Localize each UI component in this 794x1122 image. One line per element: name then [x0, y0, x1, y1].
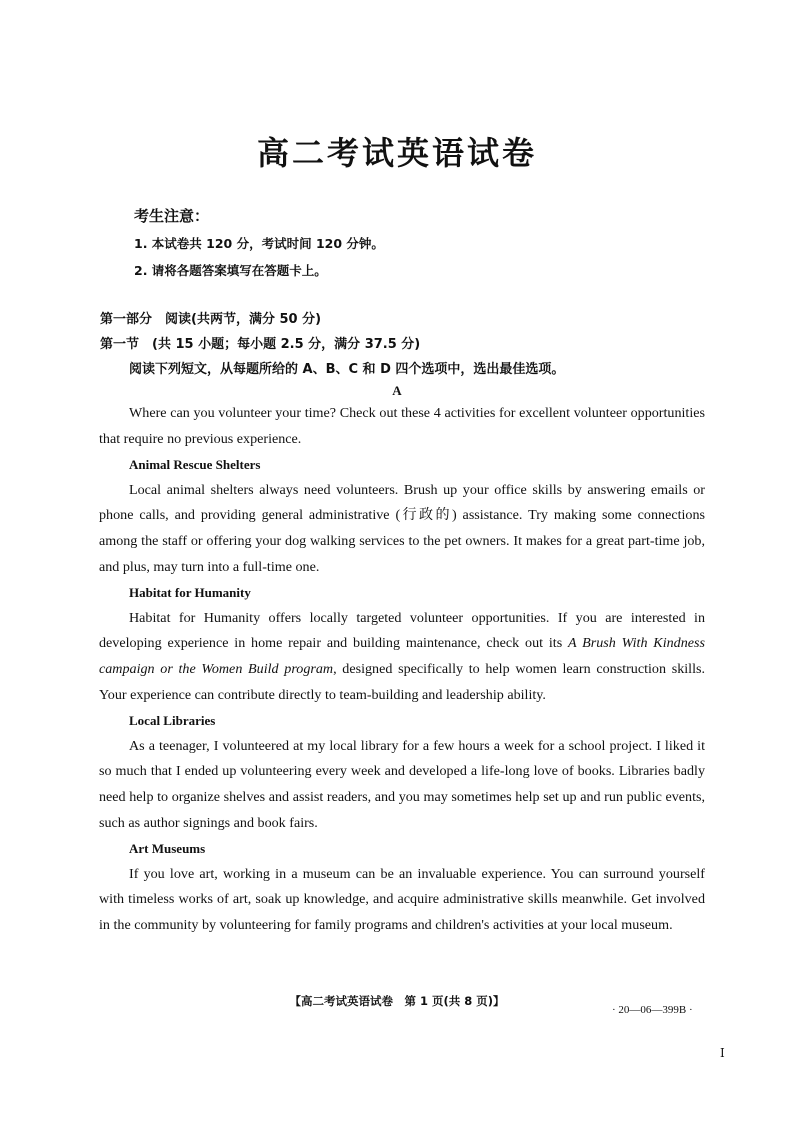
passage-intro: Where can you volunteer your time? Check out these 4 activities for excellent volunteer opportunities that require no previous experience.: [99, 405, 705, 447]
section-text: Local animal shelters always need volunteers. Brush up your office skills by answering emails or phone calls, and providing general administrative (行政的) assistance. Try making some connections among the staff or offering your dog walking services to the pet owners. It makes for a great part-time job, and plus, may turn into a full-time one.: [99, 481, 705, 575]
exam-code: · 20—06—399B ·: [612, 1004, 693, 1016]
page-footer: 【高二考试英语试卷 第 1 页(共 8 页)】: [289, 994, 505, 1008]
part-heading: 第一部分 阅读(共两节，满分 50 分): [100, 312, 322, 327]
section-heading: 第一节 (共 15 小题；每小题 2.5 分，满分 37.5 分): [100, 337, 421, 352]
section-title: Art Museums: [129, 841, 206, 857]
section-text: As a teenager, I volunteered at my local library for a few hours a week for a school project. I liked it so much that I ended up volunteering every week and developed a life-long love of books. Libraries badly need help to organize shelves and assist readers, and you may sometimes help set up and run public events, such as author signings and book fairs.: [99, 737, 705, 831]
section-title: Habitat for Humanity: [129, 585, 251, 601]
candidate-notice: [134, 205, 384, 288]
notice-heading: 考生注意：: [134, 207, 210, 225]
passage-body: [99, 401, 705, 938]
edge-mark: I: [720, 1046, 725, 1060]
notice-item: 1. 本试卷共 120 分，考试时间 120 分钟。: [134, 236, 384, 251]
section-title: Local Libraries: [129, 713, 216, 729]
page-title: 高二考试英语试卷: [256, 134, 537, 172]
section-title: Animal Rescue Shelters: [129, 457, 261, 473]
section-text-part: Habitat for Humanity offers locally targeted volunteer opportunities. If you are interested in developing experience in home repair and building maintenance, check out its: [99, 609, 705, 652]
program-names: A Brush With Kindness campaign or the Women Build program: [99, 635, 705, 677]
section-text: If you love art, working in a museum can be an invaluable experience. You can surround yourself with timeless works of art, soak up knowledge, and acquire administrative skills meanwhile. Get involved in the community by volunteering for family programs and children's activities at your local museum.: [99, 865, 705, 933]
instructions: 阅读下列短文，从每题所给的 A、B、C 和 D 四个选项中，选出最佳选项。: [129, 362, 565, 377]
notice-item: 2. 请将各题答案填写在答题卡上。: [134, 263, 327, 278]
passage-label: A: [392, 383, 402, 398]
section-text-part: , designed specifically to help women learn construction skills. Your experience can contribute directly to team-building and leadership ability.: [99, 660, 705, 703]
section-text: [99, 606, 705, 708]
